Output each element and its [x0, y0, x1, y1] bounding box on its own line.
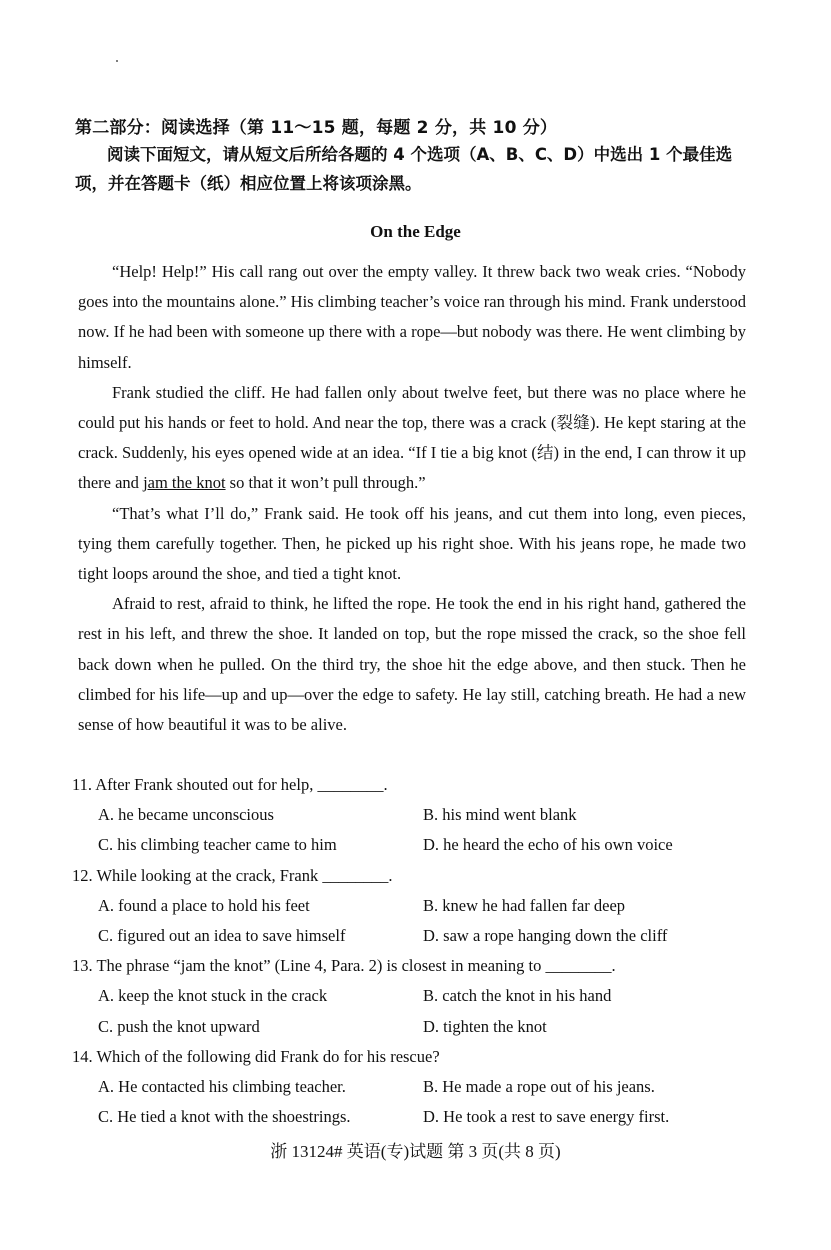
option-b: B. catch the knot in his hand — [423, 986, 612, 1006]
option-c: C. He tied a knot with the shoestrings. — [98, 1107, 351, 1127]
option-c: C. push the knot upward — [98, 1016, 260, 1036]
option-row — [72, 981, 762, 1011]
question-stem: 14. Which of the following did Frank do for his rescue? — [72, 1046, 440, 1066]
reading-passage — [78, 257, 746, 740]
option-b: B. knew he had fallen far deep — [423, 895, 626, 915]
paragraph-1: “Help! Help!” His call rang out over the empty valley. It threw back two weak cries. “Nobody goes into the mountains alone.” His climbing teacher’s voice ran through his mind. Frank understood now. If he had been with someone up there with a rope—but nobody was there. He went climbing by himself. — [78, 262, 746, 372]
underlined-phrase: jam the knot — [143, 473, 226, 493]
option-a: A. he became unconscious — [98, 805, 274, 825]
option-d: D. saw a rope hanging down the cliff — [423, 925, 668, 945]
question-13 — [72, 951, 762, 1042]
scan-speck — [116, 60, 118, 62]
option-row — [72, 921, 762, 951]
paragraph-4: Afraid to rest, afraid to think, he lifted the rope. He took the end in his right hand, gathered the rest in his left, and threw the shoe. It landed on top, but the rope missed the crack, so the shoe fell back down when he pulled. On the third try, the shoe hit the edge above, and then stuck. Then he climbed for his life—up and up—over the edge to safety. He lay still, catching breath. He had a new sense of how beautiful it was to be alive. — [78, 594, 746, 735]
option-c: C. his climbing teacher came to him — [98, 835, 337, 855]
option-row — [72, 800, 762, 830]
option-row — [72, 1072, 762, 1102]
page-footer: 浙 13124# 英语(专)试题 第 3 页(共 8 页) — [270, 1142, 561, 1161]
passage-title: On the Edge — [370, 222, 461, 241]
question-stem: 12. While looking at the crack, Frank ________. — [72, 865, 393, 885]
option-d: D. tighten the knot — [423, 1016, 547, 1036]
instructions: 阅读下面短文，请从短文后所给各题的 4 个选项（A、B、C、D）中选出 1 个最佳选项，并在答题卡（纸）相应位置上将该项涂黑。 — [75, 145, 733, 193]
option-b: B. his mind went blank — [423, 805, 577, 825]
option-c: C. figured out an idea to save himself — [98, 925, 346, 945]
option-a: A. keep the knot stuck in the crack — [98, 986, 328, 1006]
question-stem: 13. The phrase “jam the knot” (Line 4, Para. 2) is closest in meaning to ________. — [72, 956, 616, 976]
option-row — [72, 1012, 762, 1042]
section-heading: 第二部分：阅读选择（第 11～15 题，每题 2 分，共 10 分） — [75, 118, 558, 138]
paragraph-3: “That’s what I’ll do,” Frank said. He took off his jeans, and cut them into long, even pieces, tying them carefully together. Then, he picked up his right shoe. With his jeans rope, he made two tight loops around the shoe, and tied a tight knot. — [78, 503, 746, 584]
option-row — [72, 1102, 762, 1132]
question-14 — [72, 1042, 762, 1133]
option-row — [72, 891, 762, 921]
paragraph-2 — [78, 378, 746, 499]
option-d: D. he heard the echo of his own voice — [423, 835, 673, 855]
paragraph-2-text-after: so that it won’t pull through.” — [225, 473, 426, 493]
option-b: B. He made a rope out of his jeans. — [423, 1076, 655, 1096]
option-row — [72, 830, 762, 860]
option-a: A. He contacted his climbing teacher. — [98, 1076, 346, 1096]
question-11 — [72, 770, 762, 861]
question-stem: 11. After Frank shouted out for help, ________. — [72, 775, 388, 794]
paragraph-2-text-before: Frank studied the cliff. He had fallen only about twelve feet, but there was no place where he could put his hands or feet to hold. And near the top, there was a crack (裂缝). He kept staring at the crack. Suddenly, his eyes opened wide at an idea. “If I tie a big knot (结) in the end, I can throw it up there and — [78, 382, 746, 493]
option-d: D. He took a rest to save energy first. — [423, 1107, 670, 1127]
question-list — [72, 770, 762, 1132]
question-12 — [72, 861, 762, 952]
option-a: A. found a place to hold his feet — [98, 895, 310, 915]
